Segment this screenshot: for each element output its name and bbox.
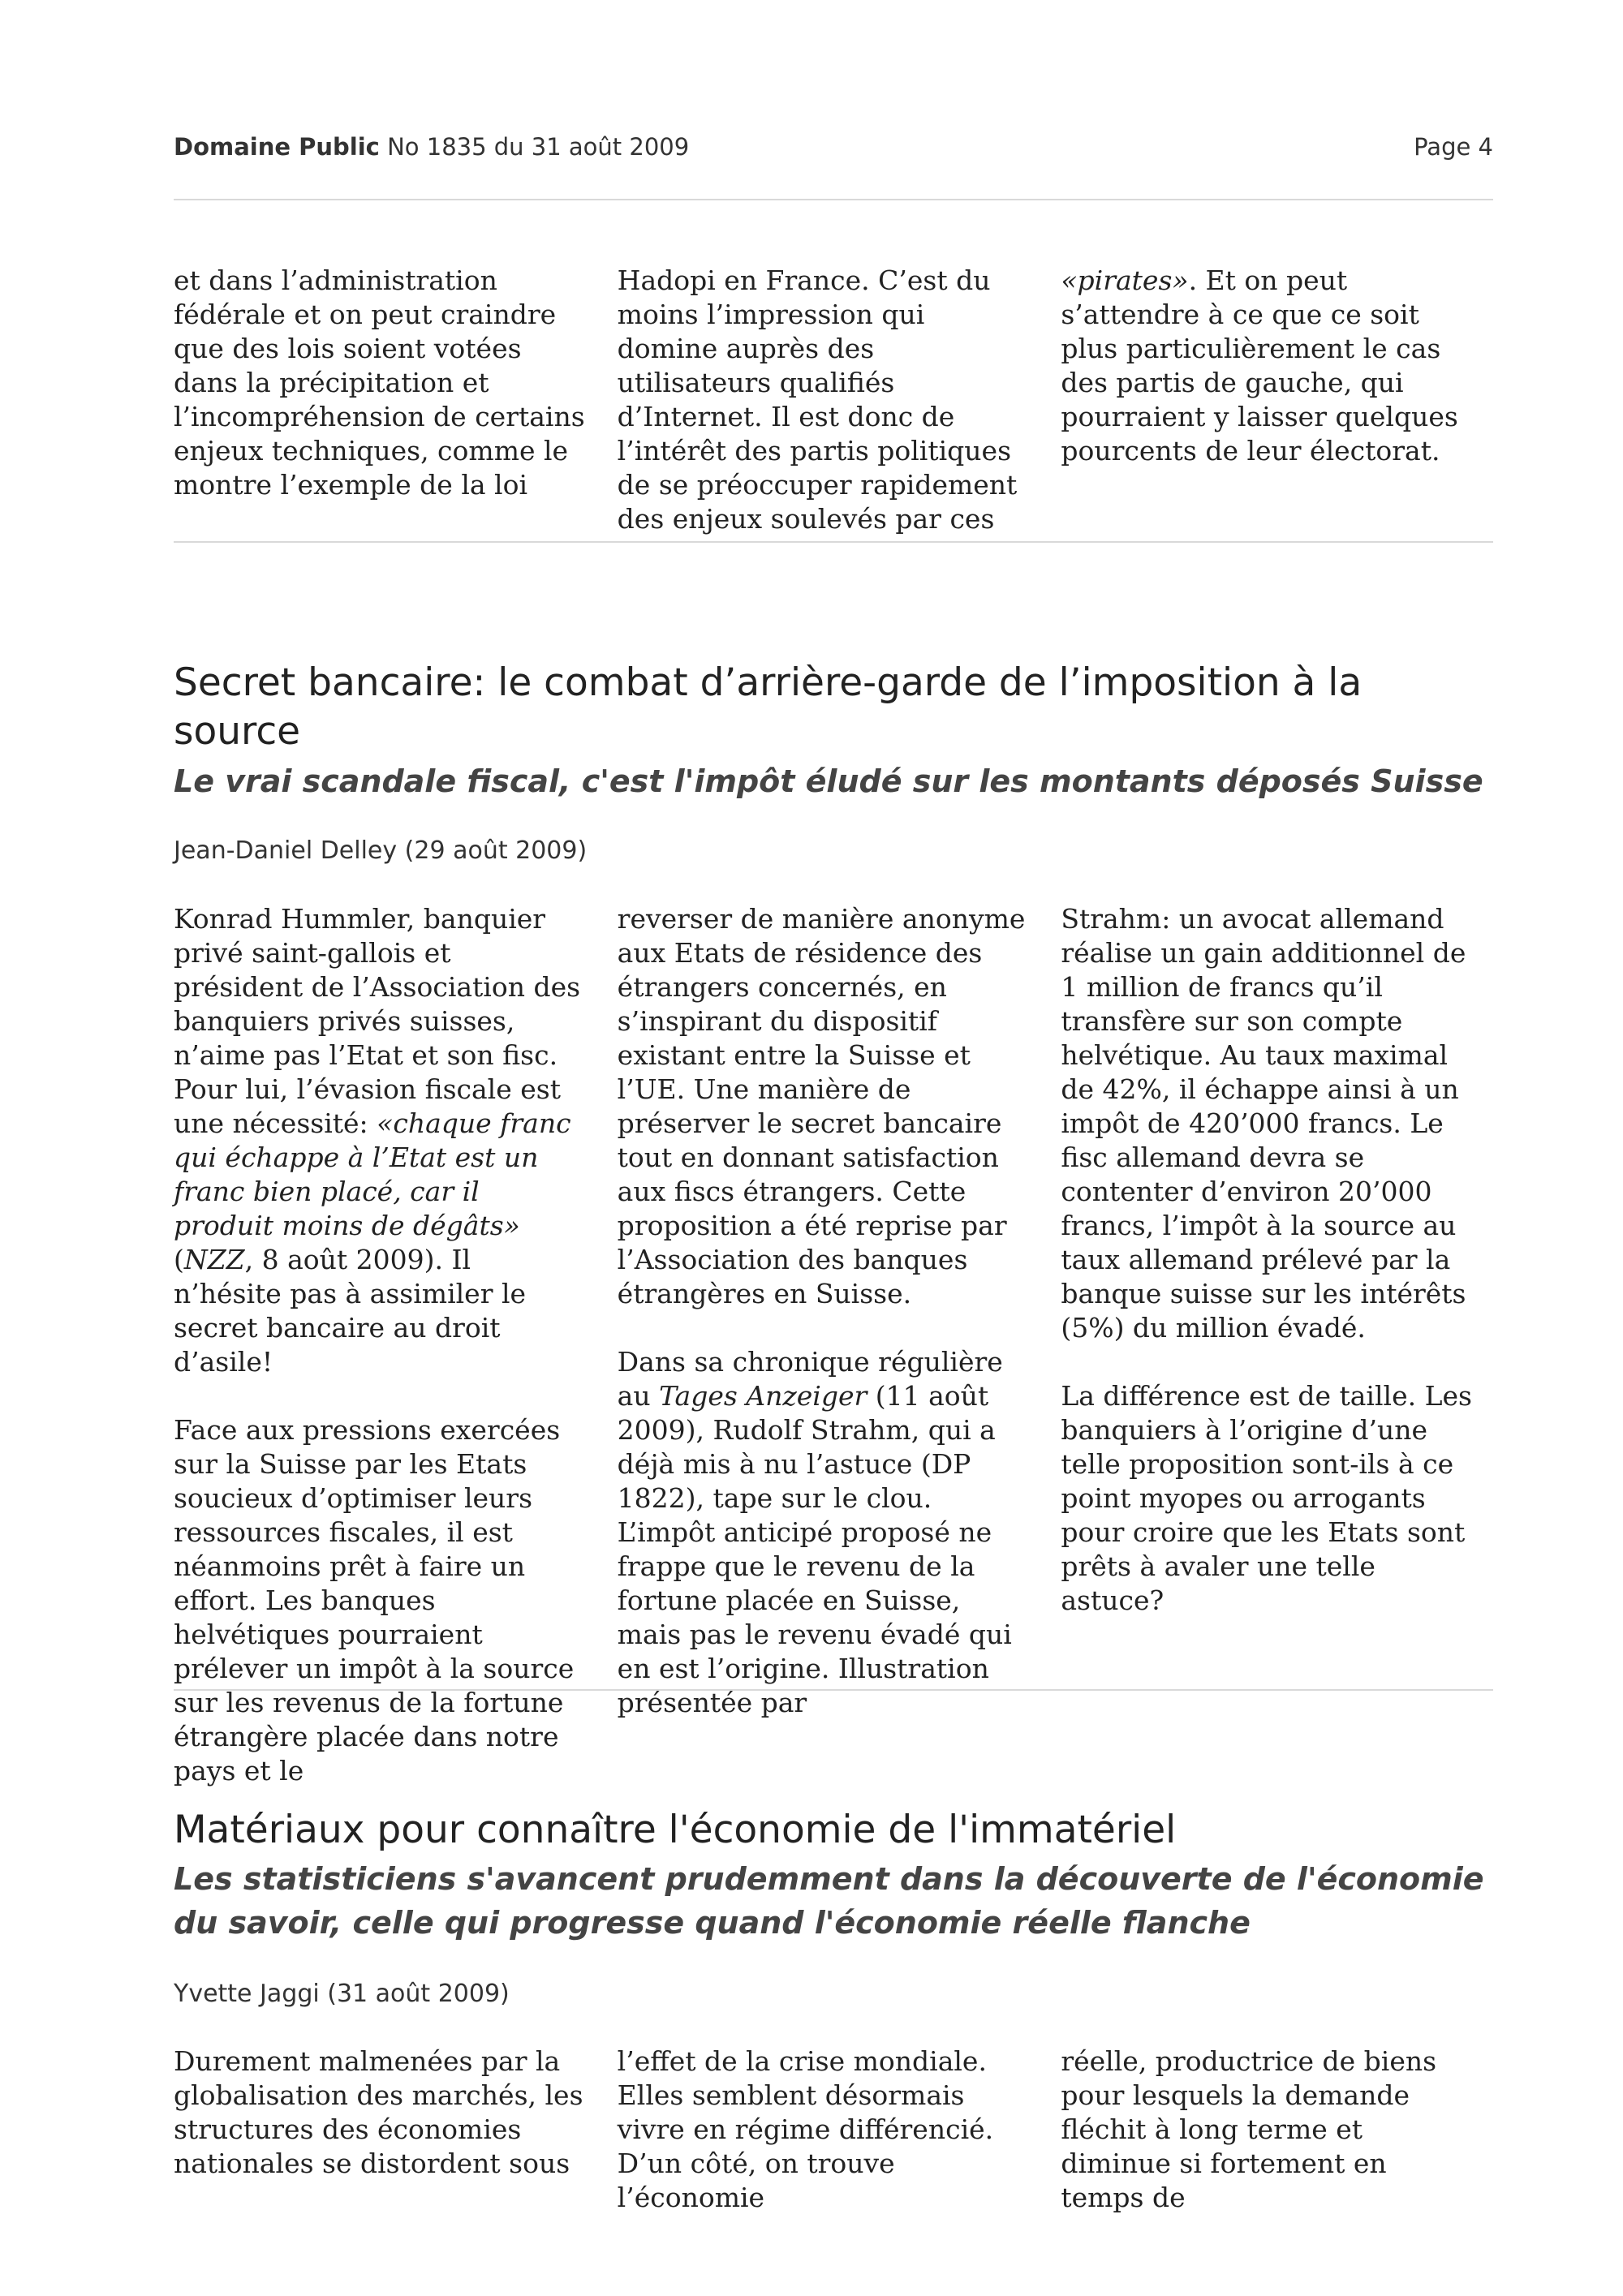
header-divider — [174, 199, 1493, 200]
paragraph: La différence est de taille. Les banquiers à l’origine d’une telle proposition sont-ils à ce point myopes ou arrogants pour croire que les Etats sont prêts à avaler une telle astuce? — [1061, 1380, 1472, 1616]
column-1 — [174, 264, 585, 536]
source-name: Tages Anzeiger — [659, 1380, 867, 1412]
section-divider — [174, 541, 1493, 543]
article-title: Secret bancaire: le combat d’arrière-garde de l’imposition à la source — [174, 660, 1363, 754]
article-subtitle: Les statisticiens s'avancent prudemment dans la découverte de l'économie du savoir, celle qui progresse quand l'économie réelle flanche — [174, 1861, 1484, 1941]
column-2 — [618, 2044, 1029, 2215]
column-2 — [618, 902, 1029, 1788]
quote: «chaque franc qui échappe à l’Etat est un franc bien placé, car il produit moins de dégâts» — [174, 1107, 571, 1241]
source-name: NZZ — [183, 1244, 245, 1275]
article-subtitle: Le vrai scandale fiscal, c'est l'impôt éludé sur les montants déposés Suisse — [174, 763, 1483, 799]
article-byline: Yvette Jaggi (31 août 2009) — [174, 1980, 510, 2008]
column-3 — [1061, 902, 1472, 1788]
column-3 — [1061, 264, 1472, 536]
text: Dans sa chronique régulière au — [617, 1346, 1003, 1412]
continuation-columns — [174, 264, 1505, 536]
column-1 — [174, 2044, 585, 2215]
paragraph: Strahm: un avocat allemand réalise un gain additionnel de 1 million de francs qu’il transfère sur son compte helvétique. Au taux maximal de 42%, il échappe ainsi à un impôt de 420’000 francs. Le fisc allemand devra se contenter d’environ 20’000 francs, l’impôt à la source au taux allemand prélevé par la banque suisse sur les intérêts (5%) du million évadé. — [1061, 903, 1466, 1344]
italic-text: «pirates» — [1061, 264, 1189, 296]
article-columns — [174, 902, 1505, 1788]
page-number: Page 4 — [1414, 133, 1493, 161]
paragraph — [174, 902, 585, 1379]
column-3 — [1061, 2044, 1472, 2215]
paragraph: réelle, productrice de biens pour lesquels la demande fléchit à long terme et diminue si fortement en temps de — [1061, 2045, 1437, 2213]
paragraph: Face aux pressions exercées sur la Suisse par les Etats soucieux d’optimiser leurs ressources fiscales, il est néanmoins prêt à faire un effort. Les banques helvétiques pourraient prélever un impôt à la source sur les revenus de la fortune étrangère placée dans notre pays et le — [174, 1414, 575, 1786]
paragraph: Durement malmenées par la globalisation des marchés, les structures des économies nationales se distordent sous — [174, 2045, 583, 2179]
text: (11 août 2009), Rudolf Strahm, qui a déjà mis à nu l’astuce (DP 1822), tape sur le clou. L’impôt anticipé proposé ne frappe que le revenu de la fortune placée en Suisse, mais pas le revenu évadé qui en est l’origine. Illustration présentée par — [617, 1380, 1012, 1718]
text: . Et on peut s’attendre à ce que ce soit plus particulièrement le cas des partis de gauche, qui pourraient y laisser quelques pourcents de leur électorat. — [1061, 264, 1458, 467]
text: Konrad Hummler, banquier privé saint-gallois et président de l’Association des banquiers privés suisses, n’aime pas l’Etat et son fisc. Pour lui, l’évasion fiscale est une nécessité: — [174, 903, 581, 1139]
paragraph: l’effet de la crise mondiale. Elles semblent désormais vivre en régime différencié. D’un côté, on trouve l’économie — [617, 2045, 994, 2213]
column-2 — [618, 264, 1029, 536]
article-columns — [174, 2044, 1505, 2215]
publication-name: Domaine Public — [174, 133, 380, 161]
page-header — [174, 133, 1493, 161]
text: , 8 août 2009). Il n’hésite pas à assimiler le secret bancaire au droit d’asile! — [174, 1244, 527, 1378]
issue-info: No 1835 du 31 août 2009 — [387, 133, 690, 161]
section-divider — [174, 1689, 1493, 1691]
article-byline: Jean-Daniel Delley (29 août 2009) — [174, 836, 588, 865]
paragraph: reverser de manière anonyme aux Etats de résidence des étrangers concernés, en s’inspirant du dispositif existant entre la Suisse et l’UE. Une manière de préserver le secret bancaire tout en donnant satisfaction aux fiscs étrangers. Cette proposition a été reprise par l’Association des banques étrangères en Suisse. — [617, 903, 1026, 1309]
paragraph: Hadopi en France. C’est du moins l’impression qui domine auprès des utilisateurs qualifiés d’Internet. Il est donc de l’intérêt des partis politiques de se préoccuper rapidement des enjeux soulevés par ces — [617, 264, 1018, 535]
text: ( — [174, 1244, 184, 1275]
paragraph — [618, 1345, 1029, 1720]
paragraph: et dans l’administration fédérale et on peut craindre que des lois soient votées dans la précipitation et l’incompréhension de certains enjeux techniques, comme le montre l’exemple de la loi — [174, 264, 585, 501]
paragraph — [1061, 264, 1472, 468]
article-title: Matériaux pour connaître l'économie de l'immatériel — [174, 1808, 1177, 1852]
column-1 — [174, 902, 585, 1788]
